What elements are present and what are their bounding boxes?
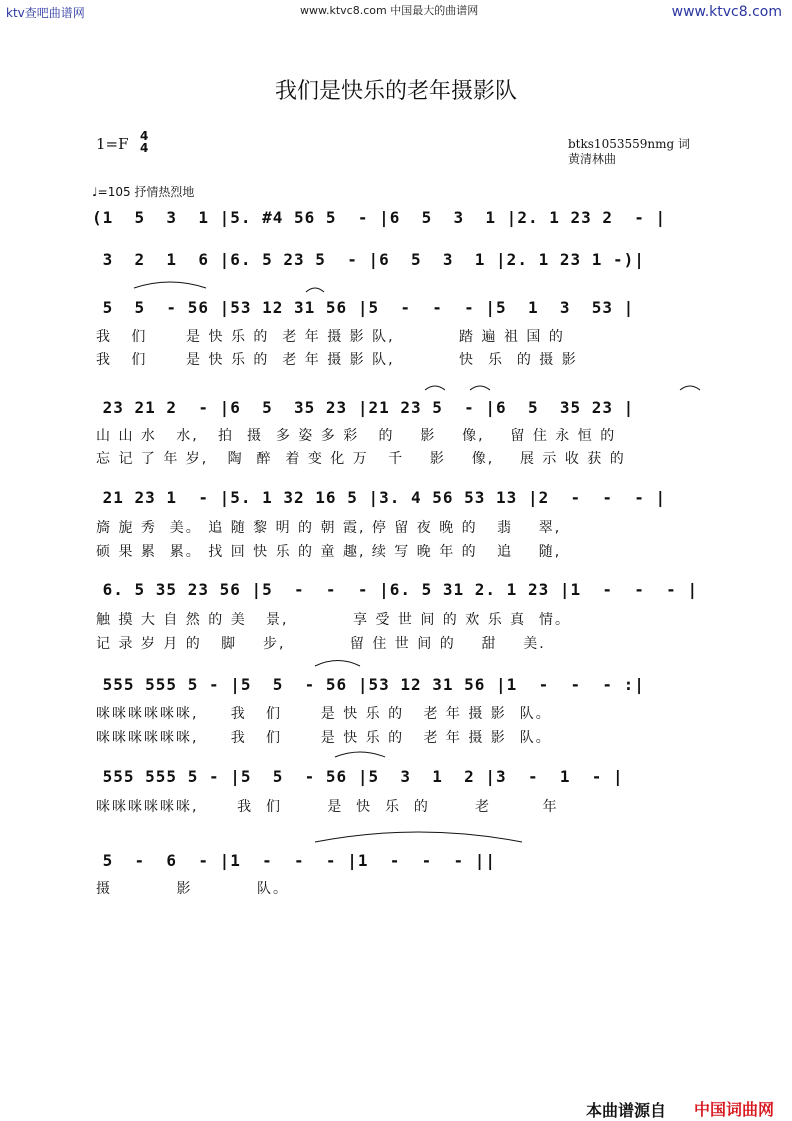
time-signature-bottom: 4 bbox=[140, 141, 149, 155]
notation-row-7: 555 555 5 - |5 5 - 56 |53 12 31 56 |1 - - - :| bbox=[92, 675, 645, 694]
composer: 黄清林曲 bbox=[568, 152, 617, 166]
notation-row-4: 23 21 2 - |6 5 35 23 |21 23 5 - |6 5 35 23 | bbox=[92, 398, 635, 417]
lyric-row-7-verse-1: 咪咪咪咪咪咪, 我 们 是 快 乐 的 老 年 摄 影 队。 bbox=[96, 706, 552, 722]
lyric-row-6-verse-1: 触 摸 大 自 然 的 美 景, 享 受 世 间 的 欢 乐 真 情。 bbox=[96, 612, 572, 628]
notation-row-5: 21 23 1 - |5. 1 32 16 5 |3. 4 56 53 13 |2 - - - | bbox=[92, 488, 667, 507]
slur-1 bbox=[134, 282, 206, 288]
slur-4 bbox=[470, 386, 490, 390]
header-url: www.ktvc8.com 中国最大的曲谱网 bbox=[300, 4, 479, 17]
lyric-row-7-verse-2: 咪咪咪咪咪咪, 我 们 是 快 乐 的 老 年 摄 影 队。 bbox=[96, 730, 552, 746]
slur-7 bbox=[335, 752, 385, 757]
notation-row-8: 555 555 5 - |5 5 - 56 |5 3 1 2 |3 - 1 - | bbox=[92, 767, 624, 786]
lyric-row-8: 咪咪咪咪咪咪, 我 们 是 快 乐 的 老 年 bbox=[96, 799, 559, 815]
lyric-row-5-verse-1: 旖 旎 秀 美。 追 随 黎 明 的 朝 霞, 停 留 夜 晚 的 翡 翠, bbox=[96, 520, 562, 536]
notation-row-2: 3 2 1 6 |6. 5 23 5 - |6 5 3 1 |2. 1 23 1 -)| bbox=[92, 250, 645, 269]
header-site-name: ktv查吧曲谱网 bbox=[6, 6, 85, 20]
lyric-row-6-verse-2: 记 录 岁 月 的 脚 步, 留 住 世 间 的 甜 美. bbox=[96, 636, 546, 652]
tempo-marking: ♩=105 抒情热烈地 bbox=[92, 185, 195, 199]
lyric-row-3-verse-2: 我 们 是 快 乐 的 老 年 摄 影 队, 快 乐 的 摄 影 bbox=[96, 352, 578, 368]
slur-8 bbox=[315, 832, 522, 842]
song-title: 我们是快乐的老年摄影队 bbox=[274, 79, 517, 104]
notation-row-9: 5 - 6 - |1 - - - |1 - - - || bbox=[92, 851, 497, 870]
slur-5 bbox=[680, 386, 700, 390]
notation-row-1: (1 5 3 1 |5. #4 56 5 - |6 5 3 1 |2. 1 23 2 - | bbox=[92, 208, 667, 227]
time-signature-top: 4 bbox=[140, 129, 149, 143]
lyricist: btks1053559nmg 词 bbox=[568, 137, 690, 151]
notation-row-3: 5 5 - 56 |53 12 31 56 |5 - - - |5 1 3 53 | bbox=[92, 298, 635, 317]
lyric-row-4-verse-1: 山 山 水 水, 拍 摄 多 姿 多 彩 的 影 像, 留 住 永 恒 的 bbox=[96, 428, 617, 444]
key-signature: 1=F bbox=[96, 135, 129, 153]
slur-2 bbox=[306, 288, 324, 292]
slur-6 bbox=[315, 661, 360, 667]
source-site-link[interactable]: 中国词曲网 bbox=[694, 1100, 775, 1119]
header-url-right[interactable]: www.ktvc8.com bbox=[671, 4, 782, 20]
lyric-row-9: 摄 影 队。 bbox=[96, 881, 290, 897]
lyric-row-3-verse-1: 我 们 是 快 乐 的 老 年 摄 影 队, 踏 遍 祖 国 的 bbox=[96, 329, 565, 345]
lyric-row-4-verse-2: 忘 记 了 年 岁, 陶 醉 着 变 化 万 千 影 像, 展 示 收 获 的 bbox=[96, 451, 626, 467]
source-label: 本曲谱源自 bbox=[586, 1101, 667, 1120]
slur-3 bbox=[425, 386, 445, 390]
notation-row-6: 6. 5 35 23 56 |5 - - - |6. 5 31 2. 1 23 |1 - - - | bbox=[92, 580, 699, 599]
lyric-row-5-verse-2: 硕 果 累 累。 找 回 快 乐 的 童 趣, 续 写 晚 年 的 追 随, bbox=[96, 544, 562, 560]
